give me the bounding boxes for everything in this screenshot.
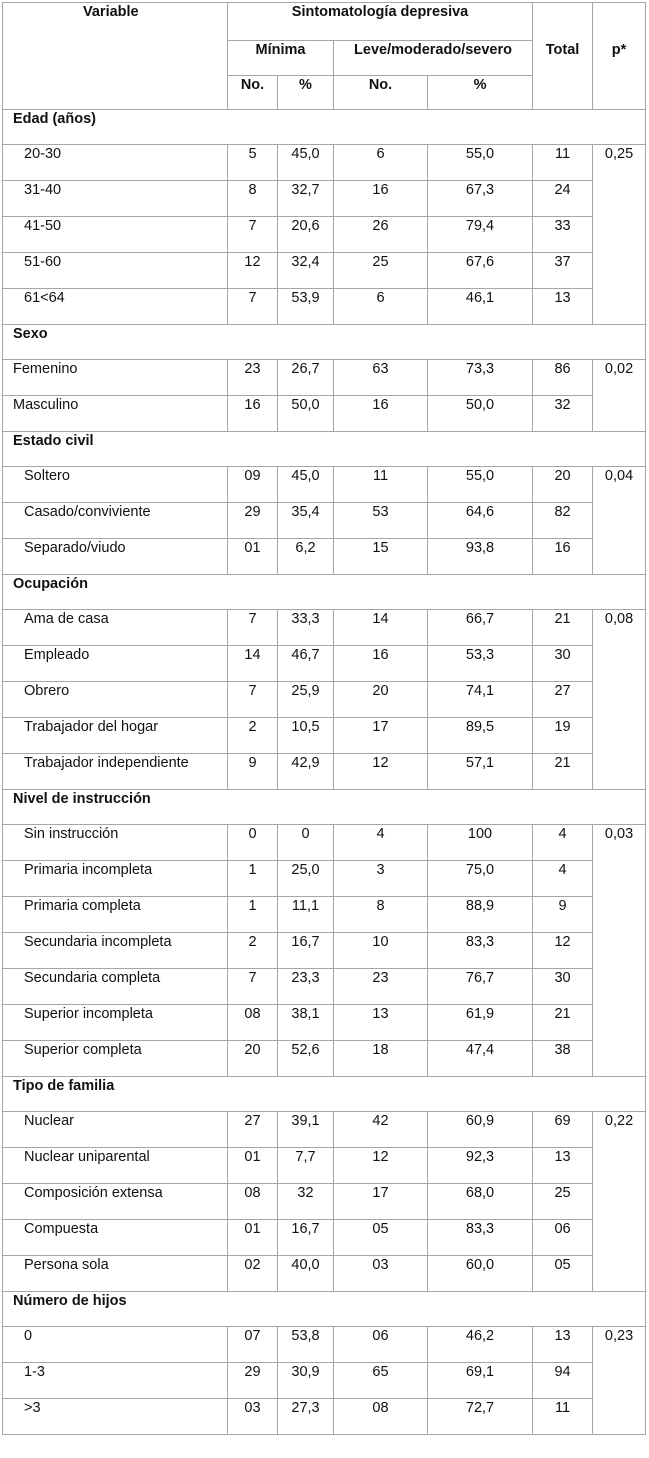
row-label: Compuesta <box>3 1220 228 1256</box>
total-cell: 30 <box>533 969 593 1005</box>
header-total: Total <box>533 3 593 110</box>
leve-count-cell: 18 <box>334 1041 428 1077</box>
row-label: 31-40 <box>3 181 228 217</box>
minima-count-cell: 01 <box>228 539 278 575</box>
table-row <box>3 1041 646 1077</box>
p-value-cell: 0,22 <box>593 1112 646 1292</box>
minima-count-cell: 08 <box>228 1184 278 1220</box>
minima-count-cell: 2 <box>228 933 278 969</box>
leve-percent-cell: 55,0 <box>428 145 533 181</box>
table-row <box>3 610 646 646</box>
leve-count-cell: 03 <box>334 1256 428 1292</box>
header-p: p* <box>593 3 646 110</box>
total-cell: 25 <box>533 1184 593 1220</box>
minima-count-cell: 9 <box>228 754 278 790</box>
row-label: Femenino <box>3 360 228 396</box>
table-row <box>3 754 646 790</box>
minima-percent-cell: 50,0 <box>278 396 334 432</box>
minima-count-cell: 27 <box>228 1112 278 1148</box>
leve-percent-cell: 60,9 <box>428 1112 533 1148</box>
total-cell: 27 <box>533 682 593 718</box>
minima-count-cell: 5 <box>228 145 278 181</box>
minima-count-cell: 14 <box>228 646 278 682</box>
leve-count-cell: 42 <box>334 1112 428 1148</box>
minima-percent-cell: 46,7 <box>278 646 334 682</box>
leve-percent-cell: 60,0 <box>428 1256 533 1292</box>
leve-percent-cell: 88,9 <box>428 897 533 933</box>
table-row <box>3 145 646 181</box>
minima-percent-cell: 23,3 <box>278 969 334 1005</box>
p-value-cell: 0,04 <box>593 467 646 575</box>
minima-percent-cell: 53,9 <box>278 289 334 325</box>
total-cell: 21 <box>533 610 593 646</box>
leve-count-cell: 20 <box>334 682 428 718</box>
total-cell: 11 <box>533 1399 593 1435</box>
table-row <box>3 1005 646 1041</box>
row-label: 41-50 <box>3 217 228 253</box>
minima-percent-cell: 25,0 <box>278 861 334 897</box>
minima-count-cell: 7 <box>228 682 278 718</box>
row-label: Superior completa <box>3 1041 228 1077</box>
leve-percent-cell: 75,0 <box>428 861 533 897</box>
leve-percent-cell: 57,1 <box>428 754 533 790</box>
section-title: Edad (años) <box>3 110 646 145</box>
leve-count-cell: 08 <box>334 1399 428 1435</box>
minima-count-cell: 7 <box>228 969 278 1005</box>
row-label: Secundaria completa <box>3 969 228 1005</box>
minima-percent-cell: 32 <box>278 1184 334 1220</box>
p-value-cell: 0,23 <box>593 1327 646 1435</box>
table-row <box>3 646 646 682</box>
minima-count-cell: 7 <box>228 610 278 646</box>
leve-count-cell: 8 <box>334 897 428 933</box>
leve-percent-cell: 79,4 <box>428 217 533 253</box>
leve-percent-cell: 89,5 <box>428 718 533 754</box>
row-label: 51-60 <box>3 253 228 289</box>
table-row <box>3 1184 646 1220</box>
total-cell: 30 <box>533 646 593 682</box>
minima-count-cell: 8 <box>228 181 278 217</box>
leve-count-cell: 4 <box>334 825 428 861</box>
header-pct-leve: % <box>428 76 533 110</box>
total-cell: 9 <box>533 897 593 933</box>
table-row <box>3 969 646 1005</box>
row-label: Separado/viudo <box>3 539 228 575</box>
row-label: Trabajador del hogar <box>3 718 228 754</box>
leve-count-cell: 25 <box>334 253 428 289</box>
leve-count-cell: 26 <box>334 217 428 253</box>
table-row <box>3 1256 646 1292</box>
total-cell: 13 <box>533 1148 593 1184</box>
total-cell: 20 <box>533 467 593 503</box>
minima-percent-cell: 10,5 <box>278 718 334 754</box>
table-row <box>3 825 646 861</box>
total-cell: 82 <box>533 503 593 539</box>
section-title: Ocupación <box>3 575 646 610</box>
table-row <box>3 539 646 575</box>
total-cell: 4 <box>533 825 593 861</box>
leve-percent-cell: 69,1 <box>428 1363 533 1399</box>
minima-percent-cell: 16,7 <box>278 1220 334 1256</box>
leve-count-cell: 65 <box>334 1363 428 1399</box>
minima-percent-cell: 52,6 <box>278 1041 334 1077</box>
row-label: 20-30 <box>3 145 228 181</box>
minima-count-cell: 7 <box>228 217 278 253</box>
minima-percent-cell: 35,4 <box>278 503 334 539</box>
minima-count-cell: 20 <box>228 1041 278 1077</box>
leve-count-cell: 12 <box>334 754 428 790</box>
p-value-cell: 0,08 <box>593 610 646 790</box>
table-row <box>3 1363 646 1399</box>
total-cell: 94 <box>533 1363 593 1399</box>
section-title: Nivel de instrucción <box>3 790 646 825</box>
leve-percent-cell: 92,3 <box>428 1148 533 1184</box>
row-label: Obrero <box>3 682 228 718</box>
leve-percent-cell: 61,9 <box>428 1005 533 1041</box>
minima-percent-cell: 26,7 <box>278 360 334 396</box>
header-sintomatologia: Sintomatología depresiva <box>228 3 533 41</box>
minima-percent-cell: 32,7 <box>278 181 334 217</box>
minima-percent-cell: 40,0 <box>278 1256 334 1292</box>
total-cell: 21 <box>533 1005 593 1041</box>
table-row <box>3 253 646 289</box>
minima-count-cell: 07 <box>228 1327 278 1363</box>
table-row <box>3 396 646 432</box>
header-no-leve: No. <box>334 76 428 110</box>
row-label: Sin instrucción <box>3 825 228 861</box>
minima-count-cell: 01 <box>228 1220 278 1256</box>
leve-count-cell: 11 <box>334 467 428 503</box>
leve-count-cell: 53 <box>334 503 428 539</box>
leve-percent-cell: 64,6 <box>428 503 533 539</box>
minima-percent-cell: 38,1 <box>278 1005 334 1041</box>
minima-count-cell: 7 <box>228 289 278 325</box>
leve-count-cell: 17 <box>334 1184 428 1220</box>
row-label: Nuclear uniparental <box>3 1148 228 1184</box>
row-label: Trabajador independiente <box>3 754 228 790</box>
minima-count-cell: 2 <box>228 718 278 754</box>
leve-count-cell: 14 <box>334 610 428 646</box>
total-cell: 69 <box>533 1112 593 1148</box>
minima-percent-cell: 53,8 <box>278 1327 334 1363</box>
total-cell: 86 <box>533 360 593 396</box>
section-header-row <box>3 432 646 467</box>
leve-count-cell: 16 <box>334 396 428 432</box>
minima-count-cell: 12 <box>228 253 278 289</box>
section-title: Tipo de familia <box>3 1077 646 1112</box>
leve-count-cell: 6 <box>334 289 428 325</box>
row-label: Ama de casa <box>3 610 228 646</box>
row-label: >3 <box>3 1399 228 1435</box>
row-label: 61<64 <box>3 289 228 325</box>
total-cell: 24 <box>533 181 593 217</box>
minima-percent-cell: 39,1 <box>278 1112 334 1148</box>
header-pct-minima: % <box>278 76 334 110</box>
data-table <box>2 2 646 1435</box>
row-label: Secundaria incompleta <box>3 933 228 969</box>
row-label: 0 <box>3 1327 228 1363</box>
section-header-row <box>3 1077 646 1112</box>
section-header-row <box>3 1292 646 1327</box>
minima-percent-cell: 45,0 <box>278 145 334 181</box>
total-cell: 32 <box>533 396 593 432</box>
leve-percent-cell: 73,3 <box>428 360 533 396</box>
total-cell: 37 <box>533 253 593 289</box>
total-cell: 12 <box>533 933 593 969</box>
table-row <box>3 1112 646 1148</box>
minima-count-cell: 1 <box>228 897 278 933</box>
section-title: Estado civil <box>3 432 646 467</box>
minima-count-cell: 09 <box>228 467 278 503</box>
leve-percent-cell: 72,7 <box>428 1399 533 1435</box>
total-cell: 06 <box>533 1220 593 1256</box>
table-row <box>3 897 646 933</box>
p-value-cell: 0,02 <box>593 360 646 432</box>
row-label: Soltero <box>3 467 228 503</box>
p-value-cell: 0,25 <box>593 145 646 325</box>
total-cell: 13 <box>533 1327 593 1363</box>
row-label: Empleado <box>3 646 228 682</box>
leve-count-cell: 3 <box>334 861 428 897</box>
leve-percent-cell: 67,6 <box>428 253 533 289</box>
section-header-row <box>3 325 646 360</box>
leve-percent-cell: 100 <box>428 825 533 861</box>
row-label: Persona sola <box>3 1256 228 1292</box>
leve-percent-cell: 67,3 <box>428 181 533 217</box>
leve-count-cell: 06 <box>334 1327 428 1363</box>
minima-count-cell: 16 <box>228 396 278 432</box>
table-row <box>3 217 646 253</box>
table-row <box>3 1220 646 1256</box>
row-label: Masculino <box>3 396 228 432</box>
leve-percent-cell: 68,0 <box>428 1184 533 1220</box>
minima-percent-cell: 6,2 <box>278 539 334 575</box>
minima-percent-cell: 42,9 <box>278 754 334 790</box>
header-variable: Variable <box>3 3 228 110</box>
total-cell: 33 <box>533 217 593 253</box>
minima-count-cell: 23 <box>228 360 278 396</box>
leve-count-cell: 63 <box>334 360 428 396</box>
table-row <box>3 467 646 503</box>
leve-count-cell: 05 <box>334 1220 428 1256</box>
minima-count-cell: 03 <box>228 1399 278 1435</box>
leve-count-cell: 16 <box>334 646 428 682</box>
p-value-cell: 0,03 <box>593 825 646 1077</box>
minima-count-cell: 0 <box>228 825 278 861</box>
section-title: Número de hijos <box>3 1292 646 1327</box>
minima-count-cell: 08 <box>228 1005 278 1041</box>
minima-count-cell: 1 <box>228 861 278 897</box>
leve-percent-cell: 76,7 <box>428 969 533 1005</box>
leve-percent-cell: 74,1 <box>428 682 533 718</box>
table-body <box>3 110 646 1435</box>
row-label: Primaria incompleta <box>3 861 228 897</box>
leve-count-cell: 6 <box>334 145 428 181</box>
leve-count-cell: 15 <box>334 539 428 575</box>
minima-percent-cell: 30,9 <box>278 1363 334 1399</box>
minima-percent-cell: 32,4 <box>278 253 334 289</box>
table-row <box>3 503 646 539</box>
minima-count-cell: 29 <box>228 1363 278 1399</box>
minima-percent-cell: 25,9 <box>278 682 334 718</box>
table-row <box>3 1327 646 1363</box>
leve-percent-cell: 53,3 <box>428 646 533 682</box>
total-cell: 21 <box>533 754 593 790</box>
total-cell: 05 <box>533 1256 593 1292</box>
leve-count-cell: 17 <box>334 718 428 754</box>
header-leve: Leve/moderado/severo <box>334 41 533 76</box>
leve-percent-cell: 50,0 <box>428 396 533 432</box>
minima-percent-cell: 0 <box>278 825 334 861</box>
total-cell: 19 <box>533 718 593 754</box>
total-cell: 38 <box>533 1041 593 1077</box>
table-row <box>3 181 646 217</box>
minima-percent-cell: 7,7 <box>278 1148 334 1184</box>
minima-percent-cell: 11,1 <box>278 897 334 933</box>
leve-percent-cell: 47,4 <box>428 1041 533 1077</box>
minima-percent-cell: 16,7 <box>278 933 334 969</box>
leve-count-cell: 16 <box>334 181 428 217</box>
leve-percent-cell: 83,3 <box>428 1220 533 1256</box>
table-row <box>3 1148 646 1184</box>
section-header-row <box>3 790 646 825</box>
minima-percent-cell: 27,3 <box>278 1399 334 1435</box>
table-row <box>3 933 646 969</box>
leve-percent-cell: 46,1 <box>428 289 533 325</box>
minima-count-cell: 02 <box>228 1256 278 1292</box>
header-no-minima: No. <box>228 76 278 110</box>
section-title: Sexo <box>3 325 646 360</box>
leve-count-cell: 12 <box>334 1148 428 1184</box>
leve-percent-cell: 93,8 <box>428 539 533 575</box>
leve-percent-cell: 83,3 <box>428 933 533 969</box>
leve-count-cell: 23 <box>334 969 428 1005</box>
section-header-row <box>3 110 646 145</box>
minima-count-cell: 29 <box>228 503 278 539</box>
leve-percent-cell: 66,7 <box>428 610 533 646</box>
total-cell: 4 <box>533 861 593 897</box>
row-label: Composición extensa <box>3 1184 228 1220</box>
table-row <box>3 718 646 754</box>
row-label: Superior incompleta <box>3 1005 228 1041</box>
minima-percent-cell: 33,3 <box>278 610 334 646</box>
leve-percent-cell: 46,2 <box>428 1327 533 1363</box>
header-minima: Mínima <box>228 41 334 76</box>
row-label: Primaria completa <box>3 897 228 933</box>
row-label: Casado/conviviente <box>3 503 228 539</box>
row-label: Nuclear <box>3 1112 228 1148</box>
table-row <box>3 682 646 718</box>
leve-count-cell: 13 <box>334 1005 428 1041</box>
minima-percent-cell: 20,6 <box>278 217 334 253</box>
row-label: 1-3 <box>3 1363 228 1399</box>
leve-count-cell: 10 <box>334 933 428 969</box>
table-row <box>3 289 646 325</box>
table-row <box>3 861 646 897</box>
minima-percent-cell: 45,0 <box>278 467 334 503</box>
leve-percent-cell: 55,0 <box>428 467 533 503</box>
total-cell: 16 <box>533 539 593 575</box>
total-cell: 11 <box>533 145 593 181</box>
section-header-row <box>3 575 646 610</box>
total-cell: 13 <box>533 289 593 325</box>
minima-count-cell: 01 <box>228 1148 278 1184</box>
table-row <box>3 360 646 396</box>
table-row <box>3 1399 646 1435</box>
